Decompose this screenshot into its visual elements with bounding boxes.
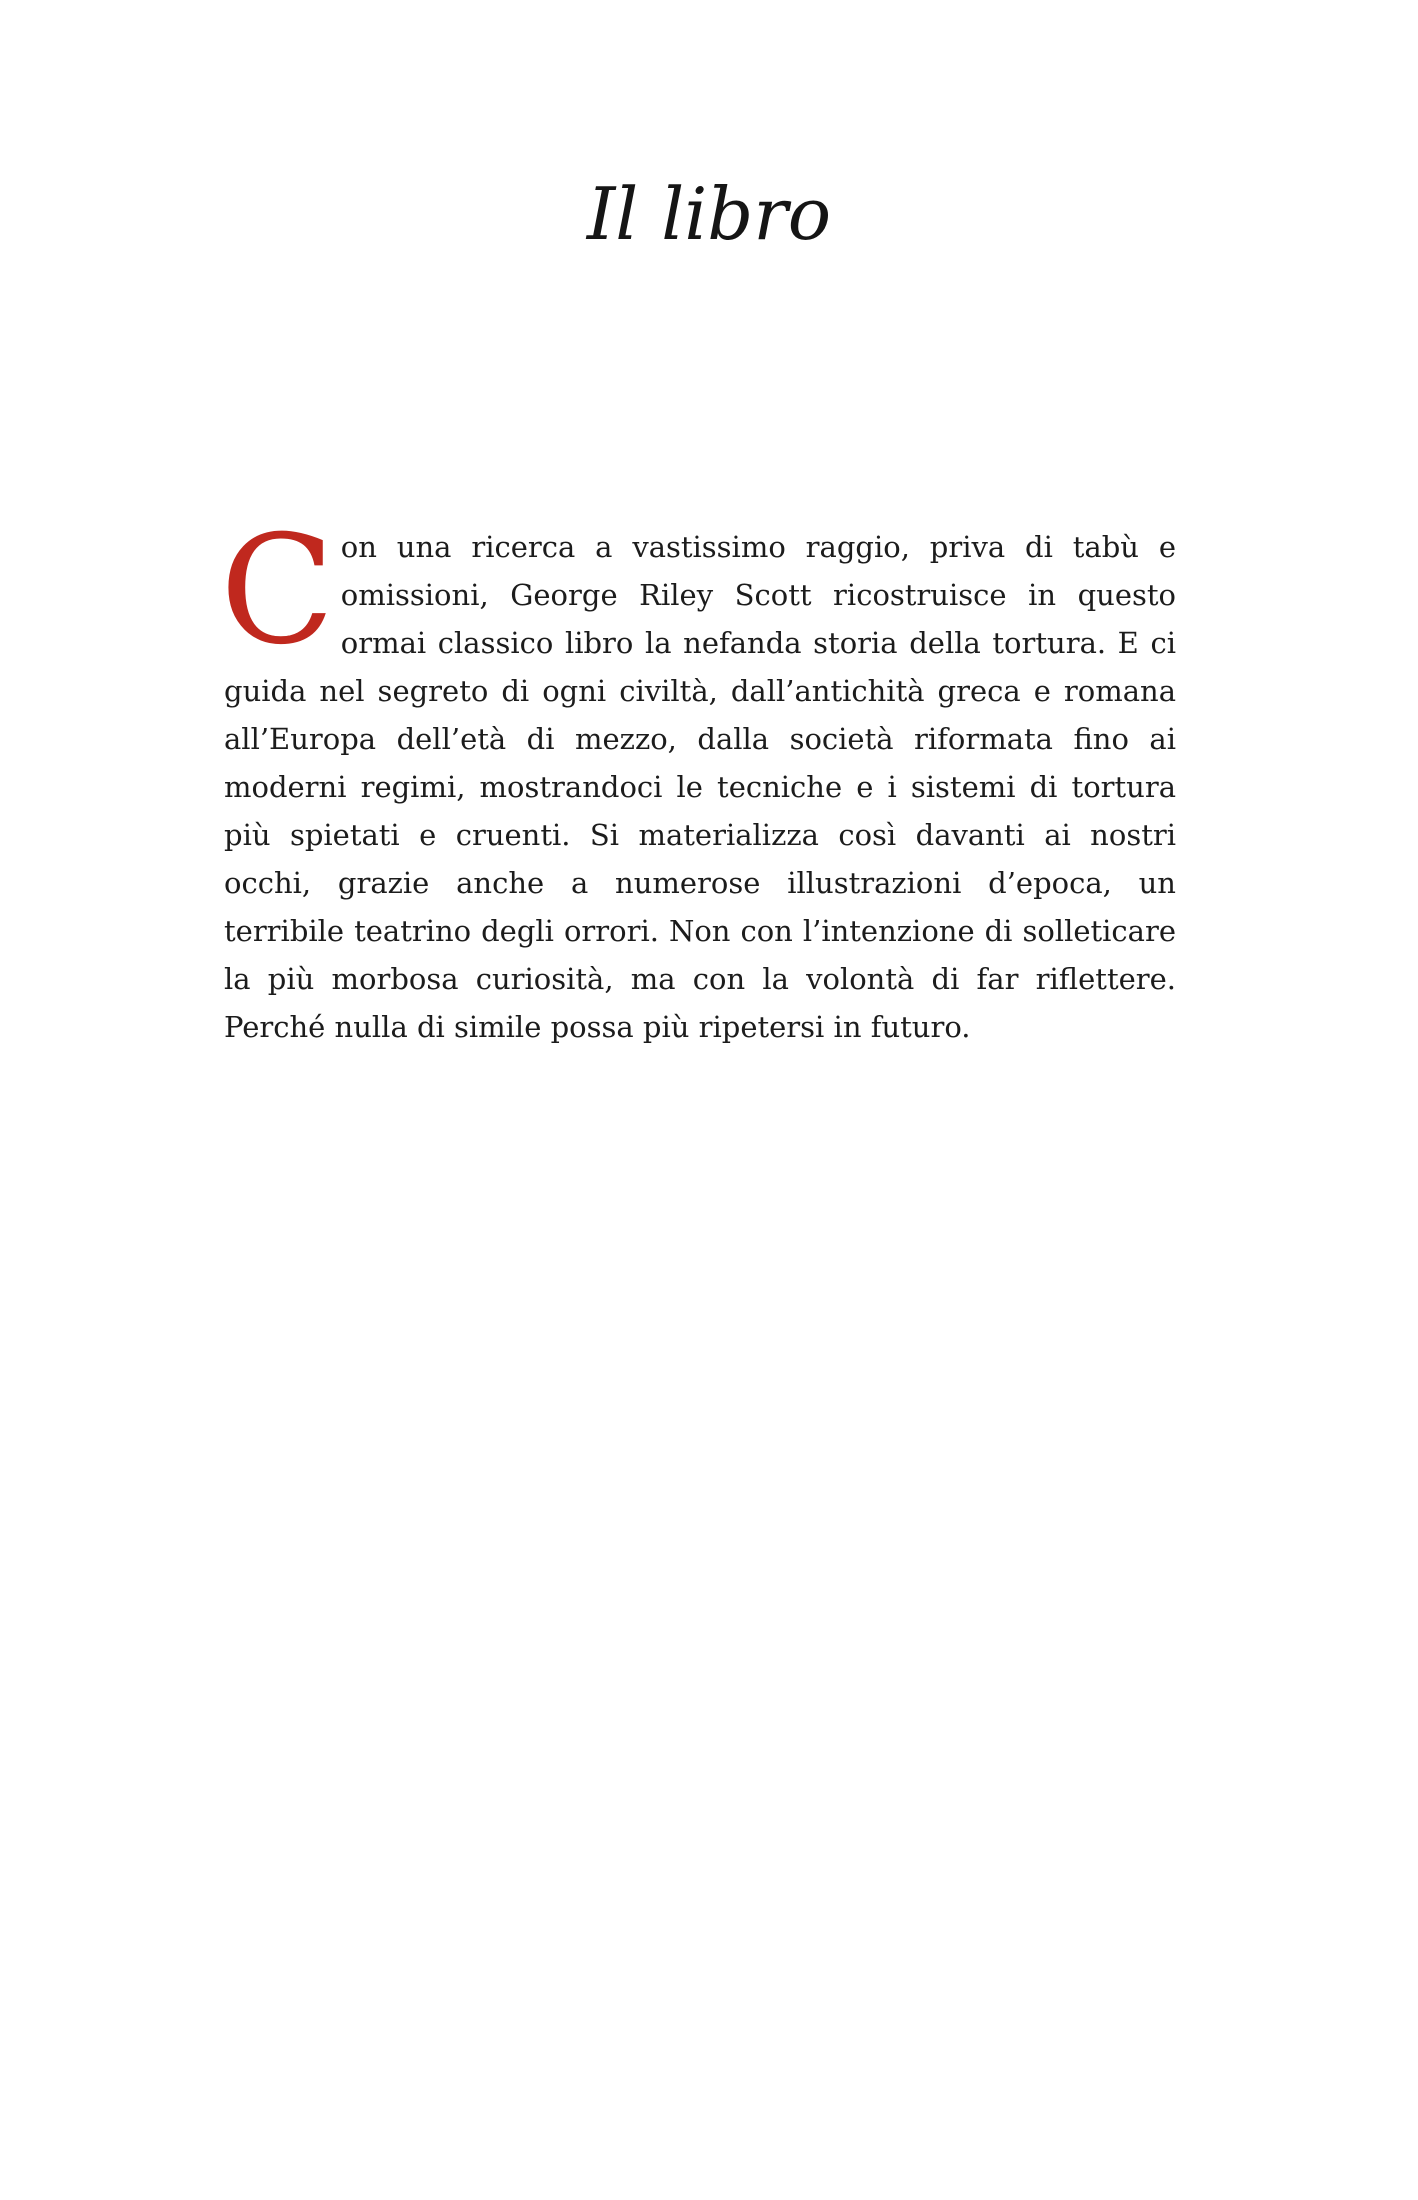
book-description xyxy=(220,504,1176,1051)
page-title: Il libro xyxy=(586,172,832,256)
description-text: on una ricerca a vastissimo raggio, priva di tabù e omissioni, George Riley Scott ricostruisce in questo ormai classico libro la nefanda storia della tortura. E ci guida nel segreto di ogni civiltà, dall’antichità greca e romana all’Europa dell’età di mezzo, dalla società riformata fino ai moderni regimi, mostrandoci le tecniche e i sistemi di tortura più spietati e cruenti. Si materializza così davanti ai nostri occhi, grazie anche a numerose illustrazioni d’epoca, un terribile teatrino degli orrori. Non con l’intenzione di solleticare la più morbosa curiosità, ma con la volontà di far riflettere. Perché nulla di simile possa più ripetersi in futuro. xyxy=(224,530,1176,1044)
drop-cap: C xyxy=(220,504,335,678)
